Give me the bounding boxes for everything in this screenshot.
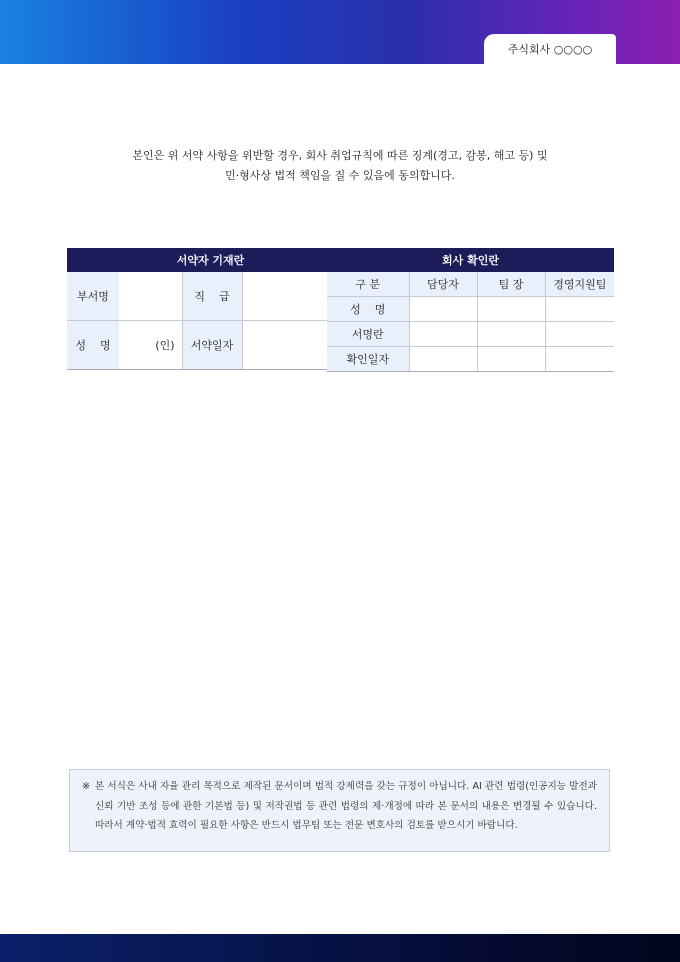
dept-field[interactable] bbox=[119, 272, 182, 321]
table-cell[interactable] bbox=[477, 347, 545, 372]
disclaimer-notice bbox=[69, 769, 610, 852]
col-header-admin-team: 경영지원팀 bbox=[545, 272, 614, 297]
table-cell[interactable] bbox=[545, 322, 614, 347]
table-cell[interactable] bbox=[409, 297, 477, 322]
row-label-confirm-date: 확인일자 bbox=[327, 347, 409, 372]
col-header-category: 구 분 bbox=[327, 272, 409, 297]
footer-band bbox=[0, 934, 680, 962]
signer-name-field[interactable] bbox=[119, 321, 182, 370]
pledge-statement bbox=[60, 146, 620, 186]
signer-table-title: 서약자 기재란 bbox=[67, 248, 354, 272]
table-cell[interactable] bbox=[477, 322, 545, 347]
pledge-date-label: 서약일자 bbox=[182, 321, 242, 370]
company-confirm-table bbox=[327, 248, 614, 372]
dept-label: 부서명 bbox=[67, 272, 119, 321]
company-name-tab: 주식회사 ○○○○ bbox=[484, 34, 616, 64]
table-cell[interactable] bbox=[477, 297, 545, 322]
table-cell[interactable] bbox=[409, 347, 477, 372]
pledge-line-1: 본인은 위 서약 사항을 위반할 경우, 회사 취업규칙에 따른 징계(경고, 감봉, 해고 등) 및 bbox=[132, 149, 548, 162]
table-cell[interactable] bbox=[545, 347, 614, 372]
company-table-title: 회사 확인란 bbox=[327, 248, 614, 272]
col-header-manager: 담당자 bbox=[409, 272, 477, 297]
row-label-name: 성 명 bbox=[327, 297, 409, 322]
table-cell[interactable] bbox=[409, 322, 477, 347]
row-label-signature: 서명란 bbox=[327, 322, 409, 347]
signer-entry-table bbox=[67, 248, 354, 370]
signer-name-label: 성 명 bbox=[67, 321, 119, 370]
table-cell[interactable] bbox=[545, 297, 614, 322]
reference-mark: ※ bbox=[82, 781, 91, 792]
disclaimer-text: 본 서식은 사내 자율 관리 목적으로 제작된 문서이며 법적 강제력을 갖는 규정이 아닙니다. AI 관련 법령(인공지능 발전과 신뢰 기반 조성 등에 관한 기본법 등) 및 저작권법 등 관련 법령의 제·개정에 따라 본 문서의 내용은 변경될 수 있습니다. 따라서 계약·법적 효력이 필요한 사항은 반드시 법무팀 또는 전문 변호사의 검토를 받으시기 바랍니다. bbox=[95, 781, 597, 831]
pledge-line-2: 민·형사상 법적 책임을 질 수 있음에 동의합니다. bbox=[225, 169, 455, 182]
seal-mark: (인) bbox=[155, 339, 175, 352]
col-header-team-lead: 팀 장 bbox=[477, 272, 545, 297]
position-label: 직 급 bbox=[182, 272, 242, 321]
